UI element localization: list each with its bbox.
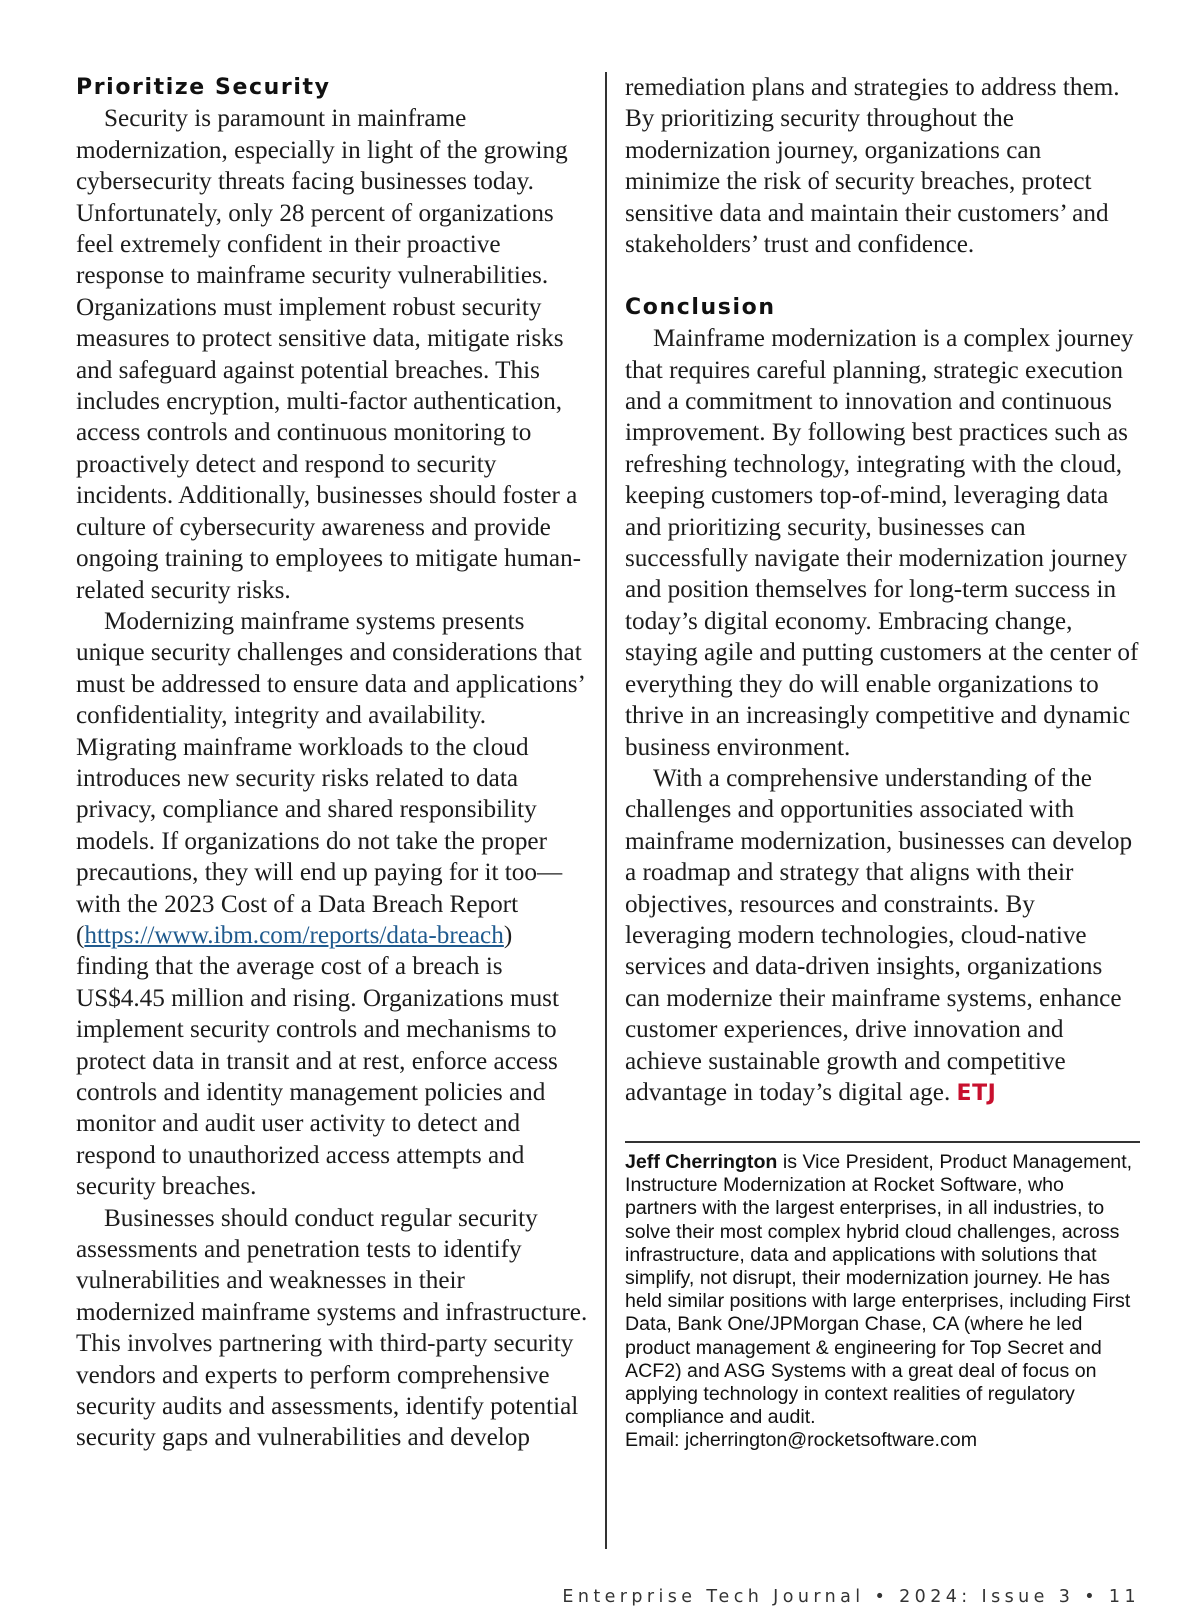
left-column bbox=[76, 72, 588, 1454]
bio-divider bbox=[625, 1141, 1140, 1143]
body-paragraph: Security is paramount in mainframe modernization, especially in light of the growing cybersecurity threats facing businesses today. Unfortunately, only 28 percent of organizations feel extremely confident in their proactive response to mainframe security vulnerabilities. Organizations must implement robust security measures to protect sensitive data, mitigate risks and safeguard against potential breaches. This includes encryption, multi-factor authentication, access controls and continuous monitoring to proactively detect and respond to security incidents. Additionally, businesses should foster a culture of cybersecurity awareness and provide ongoing training to employees to mitigate human-related security risks. bbox=[76, 105, 582, 604]
ibm-report-link[interactable]: https://www.ibm.com/reports/data-breach bbox=[84, 921, 504, 949]
author-email: Email: jcherrington@rocketsoftware.com bbox=[625, 1429, 978, 1452]
author-bio-text: is Vice President, Product Management, Instructure Modernization at Rocket Software, who partners with the largest enterprises, in all industries, to solve their most complex hybrid cloud challenges, across infrastructure, data and applications with solutions that simplify, not disrupt, their modernization journey. He has held similar positions with large enterprises, including First Data, Bank One/JPMorgan Chase, CA (where he led product management & engineering for Top Secret and ACF2) and ASG Systems with a great deal of focus on applying technology in context realities of regulatory compliance and audit. bbox=[625, 1150, 1133, 1429]
body-paragraph: Businesses should conduct regular security assessments and penetration tests to identify vulnerabilities and weaknesses in their modernized mainframe systems and infrastructure. This involves partnering with third-party security vendors and experts to perform comprehensive security audits and assessments, identify potential security gaps and vulnerabilities and develop bbox=[76, 1204, 588, 1452]
body-text: ) finding that the average cost of a breach is US$4.45 million and rising. Organizations must implement security controls and mechanisms to protect data in transit and at rest, enforce access controls and identity management policies and monitor and audit user activity to detect and respond to unauthorized access attempts and security breaches. bbox=[76, 921, 559, 1201]
body-text: With a comprehensive understanding of the challenges and opportunities associated with mainframe modernization, businesses can develop a roadmap and strategy that aligns with their objectives, resources and constraints. By leveraging modern technologies, cloud-native services and data-driven insights, organizations can modernize their mainframe systems, enhance customer experiences, drive innovation and achieve sustainable growth and competitive advantage in today’s digital age. bbox=[625, 764, 1133, 1106]
body-paragraph-continuation: remediation plans and strategies to address them. By prioritizing security throughout the modernization journey, organizations can minimize the risk of security breaches, protect sensitive data and maintain their customers’ and stakeholders’ trust and confidence. bbox=[625, 74, 1120, 259]
section-gap bbox=[625, 260, 1140, 291]
body-paragraph bbox=[625, 763, 1140, 1109]
body-paragraph: Mainframe modernization is a complex journey that requires careful planning, strategic execution and a commitment to innovation and continuous improvement. By following best practices such as refreshing technology, integrating with the cloud, keeping customers top-of-mind, leveraging data and prioritizing security, businesses can successfully navigate their modernization journey and position themselves for long-term success in today’s digital economy. Embracing change, staying agile and putting customers at the center of everything they do will enable organizations to thrive in an increasingly competitive and dynamic business environment. bbox=[625, 325, 1139, 761]
right-column bbox=[625, 72, 1140, 1453]
author-bio bbox=[625, 1151, 1140, 1453]
column-divider bbox=[605, 72, 607, 1549]
author-name: Jeff Cherrington bbox=[625, 1150, 778, 1173]
section-heading-prioritize-security: Prioritize Security bbox=[76, 75, 331, 100]
page-footer: Enterprise Tech Journal • 2024: Issue 3 • 11 bbox=[562, 1587, 1140, 1607]
etj-end-mark: ETJ bbox=[956, 1080, 997, 1106]
body-paragraph bbox=[76, 606, 588, 1203]
body-text: Modernizing mainframe systems presents unique security challenges and considerations that must be addressed to ensure data and applications’ confidentiality, integrity and availability. Migrating mainframe workloads to the cloud introduces new security risks related to data privacy, compliance and shared responsibility models. If organizations do not take the proper precautions, they will end up paying for it too—with the 2023 Cost of a Data Breach Report ( bbox=[76, 607, 585, 949]
section-heading-conclusion: Conclusion bbox=[625, 294, 776, 320]
